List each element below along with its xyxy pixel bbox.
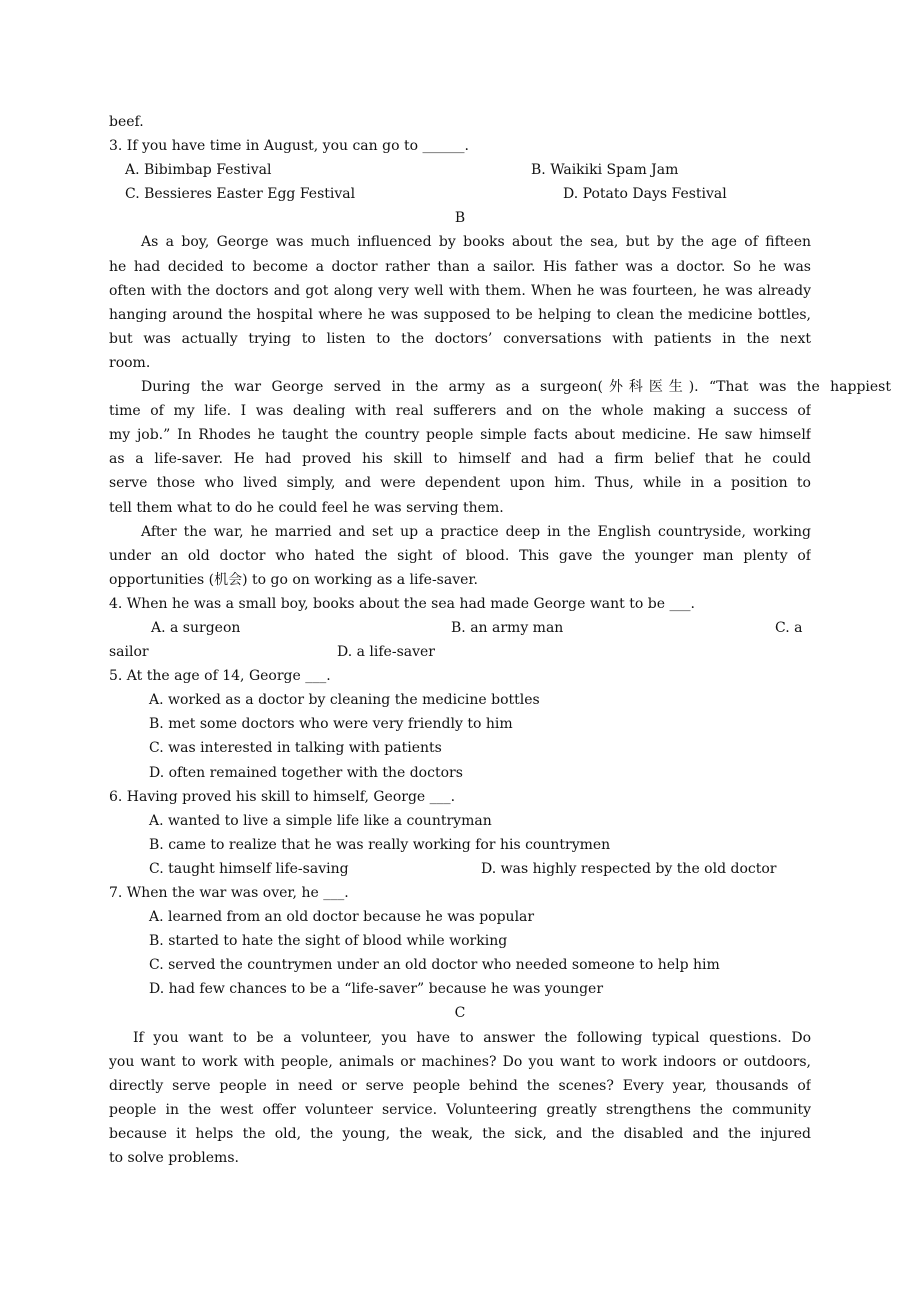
question-3-stem: 3. If you have time in August, you can go to ______. (109, 138, 469, 155)
text-line: you want to work with people, animals or machines? Do you want to work indoors or outdoors, (109, 1053, 811, 1070)
question-4-stem: 4. When he was a small boy, books about the sea had made George want to be ___. (109, 595, 695, 612)
option-b: B. Waikiki Spam Jam (531, 162, 679, 179)
text-line: As a boy, George was much influenced by books about the sea, but by the age of fifteen (141, 234, 811, 251)
option-d: D. a life-saver (337, 644, 435, 661)
option-c: C. was interested in talking with patients (149, 740, 442, 757)
option-b: B. started to hate the sight of blood while working (149, 933, 508, 950)
section-heading-b: B (454, 210, 466, 227)
question-7 (109, 881, 811, 1001)
option-d: D. was highly respected by the old doctor (481, 860, 777, 877)
option-b: B. an army man (451, 619, 564, 636)
question-6-stem: 6. Having proved his skill to himself, George ___. (109, 788, 456, 805)
text-line: room. (109, 354, 151, 371)
text-line: as a life-saver. He had proved his skill to himself and had a firm belief that he could (109, 451, 811, 468)
text-line: he had decided to become a doctor rather than a sailor. His father was a doctor. So he was (109, 258, 811, 275)
text-line: because it helps the old, the young, the weak, the sick, and the disabled and the injured (109, 1125, 811, 1142)
option-a: A. worked as a doctor by cleaning the medicine bottles (149, 692, 540, 709)
text-line: hanging around the hospital where he was supposed to be helping to clean the medicine bottles, (109, 306, 811, 323)
passage-b-paragraph-2 (109, 375, 891, 520)
option-a: A. wanted to live a simple life like a countryman (149, 812, 492, 829)
question-5-stem: 5. At the age of 14, George ___. (109, 668, 331, 685)
question-4-options-row-1 (109, 616, 811, 640)
option-d: D. had few chances to be a “life-saver” because he was younger (149, 981, 604, 998)
text-line: tell them what to do he could feel he was serving them. (109, 499, 504, 516)
text-line: my job.” In Rhodes he taught the country people simple facts about medicine. He saw himself (109, 427, 811, 444)
option-a: A. a surgeon (151, 619, 241, 636)
option-b: B. came to realize that he was really working for his countrymen (149, 836, 611, 853)
text-line: time of my life. I was dealing with real sufferers and on the whole making a success of (109, 403, 811, 420)
option-a: A. learned from an old doctor because he was popular (149, 909, 535, 926)
section-heading-c: C (454, 1005, 466, 1022)
question-7-stem: 7. When the war was over, he ___. (109, 885, 349, 901)
question-3-options-row-1 (109, 158, 811, 182)
option-c: C. served the countrymen under an old doctor who needed someone to help him (149, 957, 720, 974)
text-line: opportunities (机会) to go on working as a life-saver. (109, 571, 479, 588)
question-5 (109, 664, 811, 784)
text-line: During the war George served in the army as a surgeon(外科医生). “That was the happiest (141, 379, 891, 396)
option-c: C. Bessieres Easter Egg Festival (125, 186, 356, 203)
text-line: to solve problems. (109, 1150, 239, 1167)
text-line: If you want to be a volunteer, you have to answer the following typical questions. Do (133, 1029, 811, 1046)
text-line: serve those who lived simply, and were dependent upon him. Thus, while in a position to (109, 475, 811, 492)
question-4 (109, 592, 811, 664)
passage-c-paragraph-1 (109, 1026, 811, 1171)
option-a: A. Bibimbap Festival (125, 162, 272, 179)
option-b: B. met some doctors who were very friendly to him (149, 716, 513, 733)
text-line: but was actually trying to listen to the doctors’ conversations with patients in the next (109, 330, 811, 347)
option-d: D. often remained together with the doctors (149, 764, 463, 781)
passage-b-paragraph-3 (109, 520, 811, 592)
passage-b-paragraph-1 (109, 230, 811, 375)
question-6 (109, 785, 811, 881)
question-6-options-row-cd (109, 857, 811, 881)
text-line: directly serve people in need or serve people behind the scenes? Every year, thousands of (109, 1077, 811, 1094)
question-3-options-row-2 (109, 182, 811, 206)
text-line: under an old doctor who hated the sight of blood. This gave the younger man plenty of (109, 547, 811, 564)
option-c: C. taught himself life-saving (149, 860, 349, 877)
option-c-continued: sailor (109, 644, 149, 661)
document-page (109, 110, 891, 1170)
option-c: C. a (775, 619, 803, 636)
text-line: often with the doctors and got along very well with them. When he was fourteen, he was already (109, 282, 811, 299)
question-4-options-row-2 (109, 640, 811, 664)
answer-blank: ______ (422, 138, 465, 155)
text-line: After the war, he married and set up a practice deep in the English countryside, working (141, 523, 811, 540)
text-line: people in the west offer volunteer service. Volunteering greatly strengthens the community (109, 1101, 811, 1118)
option-d: D. Potato Days Festival (563, 186, 727, 203)
text-line: beef. (109, 114, 144, 130)
